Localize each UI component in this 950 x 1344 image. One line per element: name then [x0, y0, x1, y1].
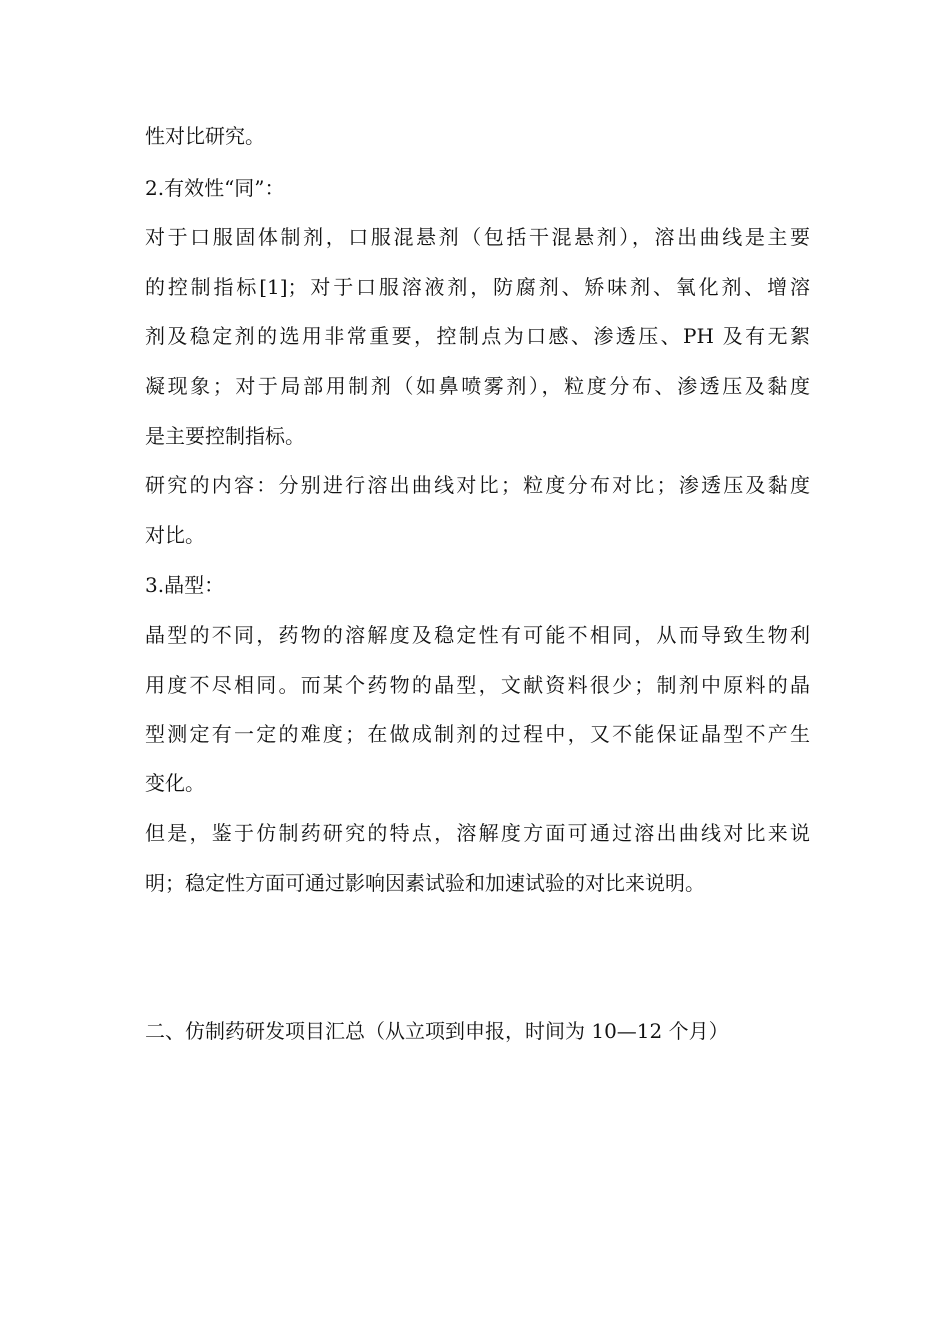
text-line: 的控制指标[1]；对于口服溶液剂，防腐剂、矫味剂、氧化剂、增溶 [145, 275, 810, 299]
text-line: 晶型的不同，药物的溶解度及稳定性有可能不相同，从而导致生物利 [145, 623, 810, 647]
text-line: 凝现象；对于局部用制剂（如鼻喷雾剂），粒度分布、渗透压及黏度 [145, 374, 810, 398]
text-line: 是主要控制指标。 [145, 424, 305, 448]
text-line: 用度不尽相同。而某个药物的晶型，文献资料很少；制剂中原料的晶 [145, 673, 810, 697]
subheading-effectiveness: 2.有效性“同”： [145, 176, 285, 200]
text-line: 型测定有一定的难度；在做成制剂的过程中，又不能保证晶型不产生 [145, 722, 810, 746]
text-line: 对于口服固体制剂，口服混悬剂（包括干混悬剂），溶出曲线是主要 [145, 225, 810, 249]
text-line: 变化。 [145, 771, 205, 795]
text-line: 对比。 [145, 523, 205, 547]
text-line: 性对比研究。 [145, 124, 265, 148]
subheading-crystal-form: 3.晶型： [145, 573, 225, 597]
text-line: 研究的内容：分别进行溶出曲线对比；粒度分布对比；渗透压及黏度 [145, 473, 810, 497]
section-heading: 二、仿制药研发项目汇总（从立项到申报，时间为 10—12 个月） [145, 1019, 729, 1043]
text-line: 但是，鉴于仿制药研究的特点，溶解度方面可通过溶出曲线对比来说 [145, 821, 810, 845]
text-line: 剂及稳定剂的选用非常重要，控制点为口感、渗透压、PH 及有无絮 [145, 324, 810, 348]
text-line: 明；稳定性方面可通过影响因素试验和加速试验的对比来说明。 [145, 871, 705, 895]
